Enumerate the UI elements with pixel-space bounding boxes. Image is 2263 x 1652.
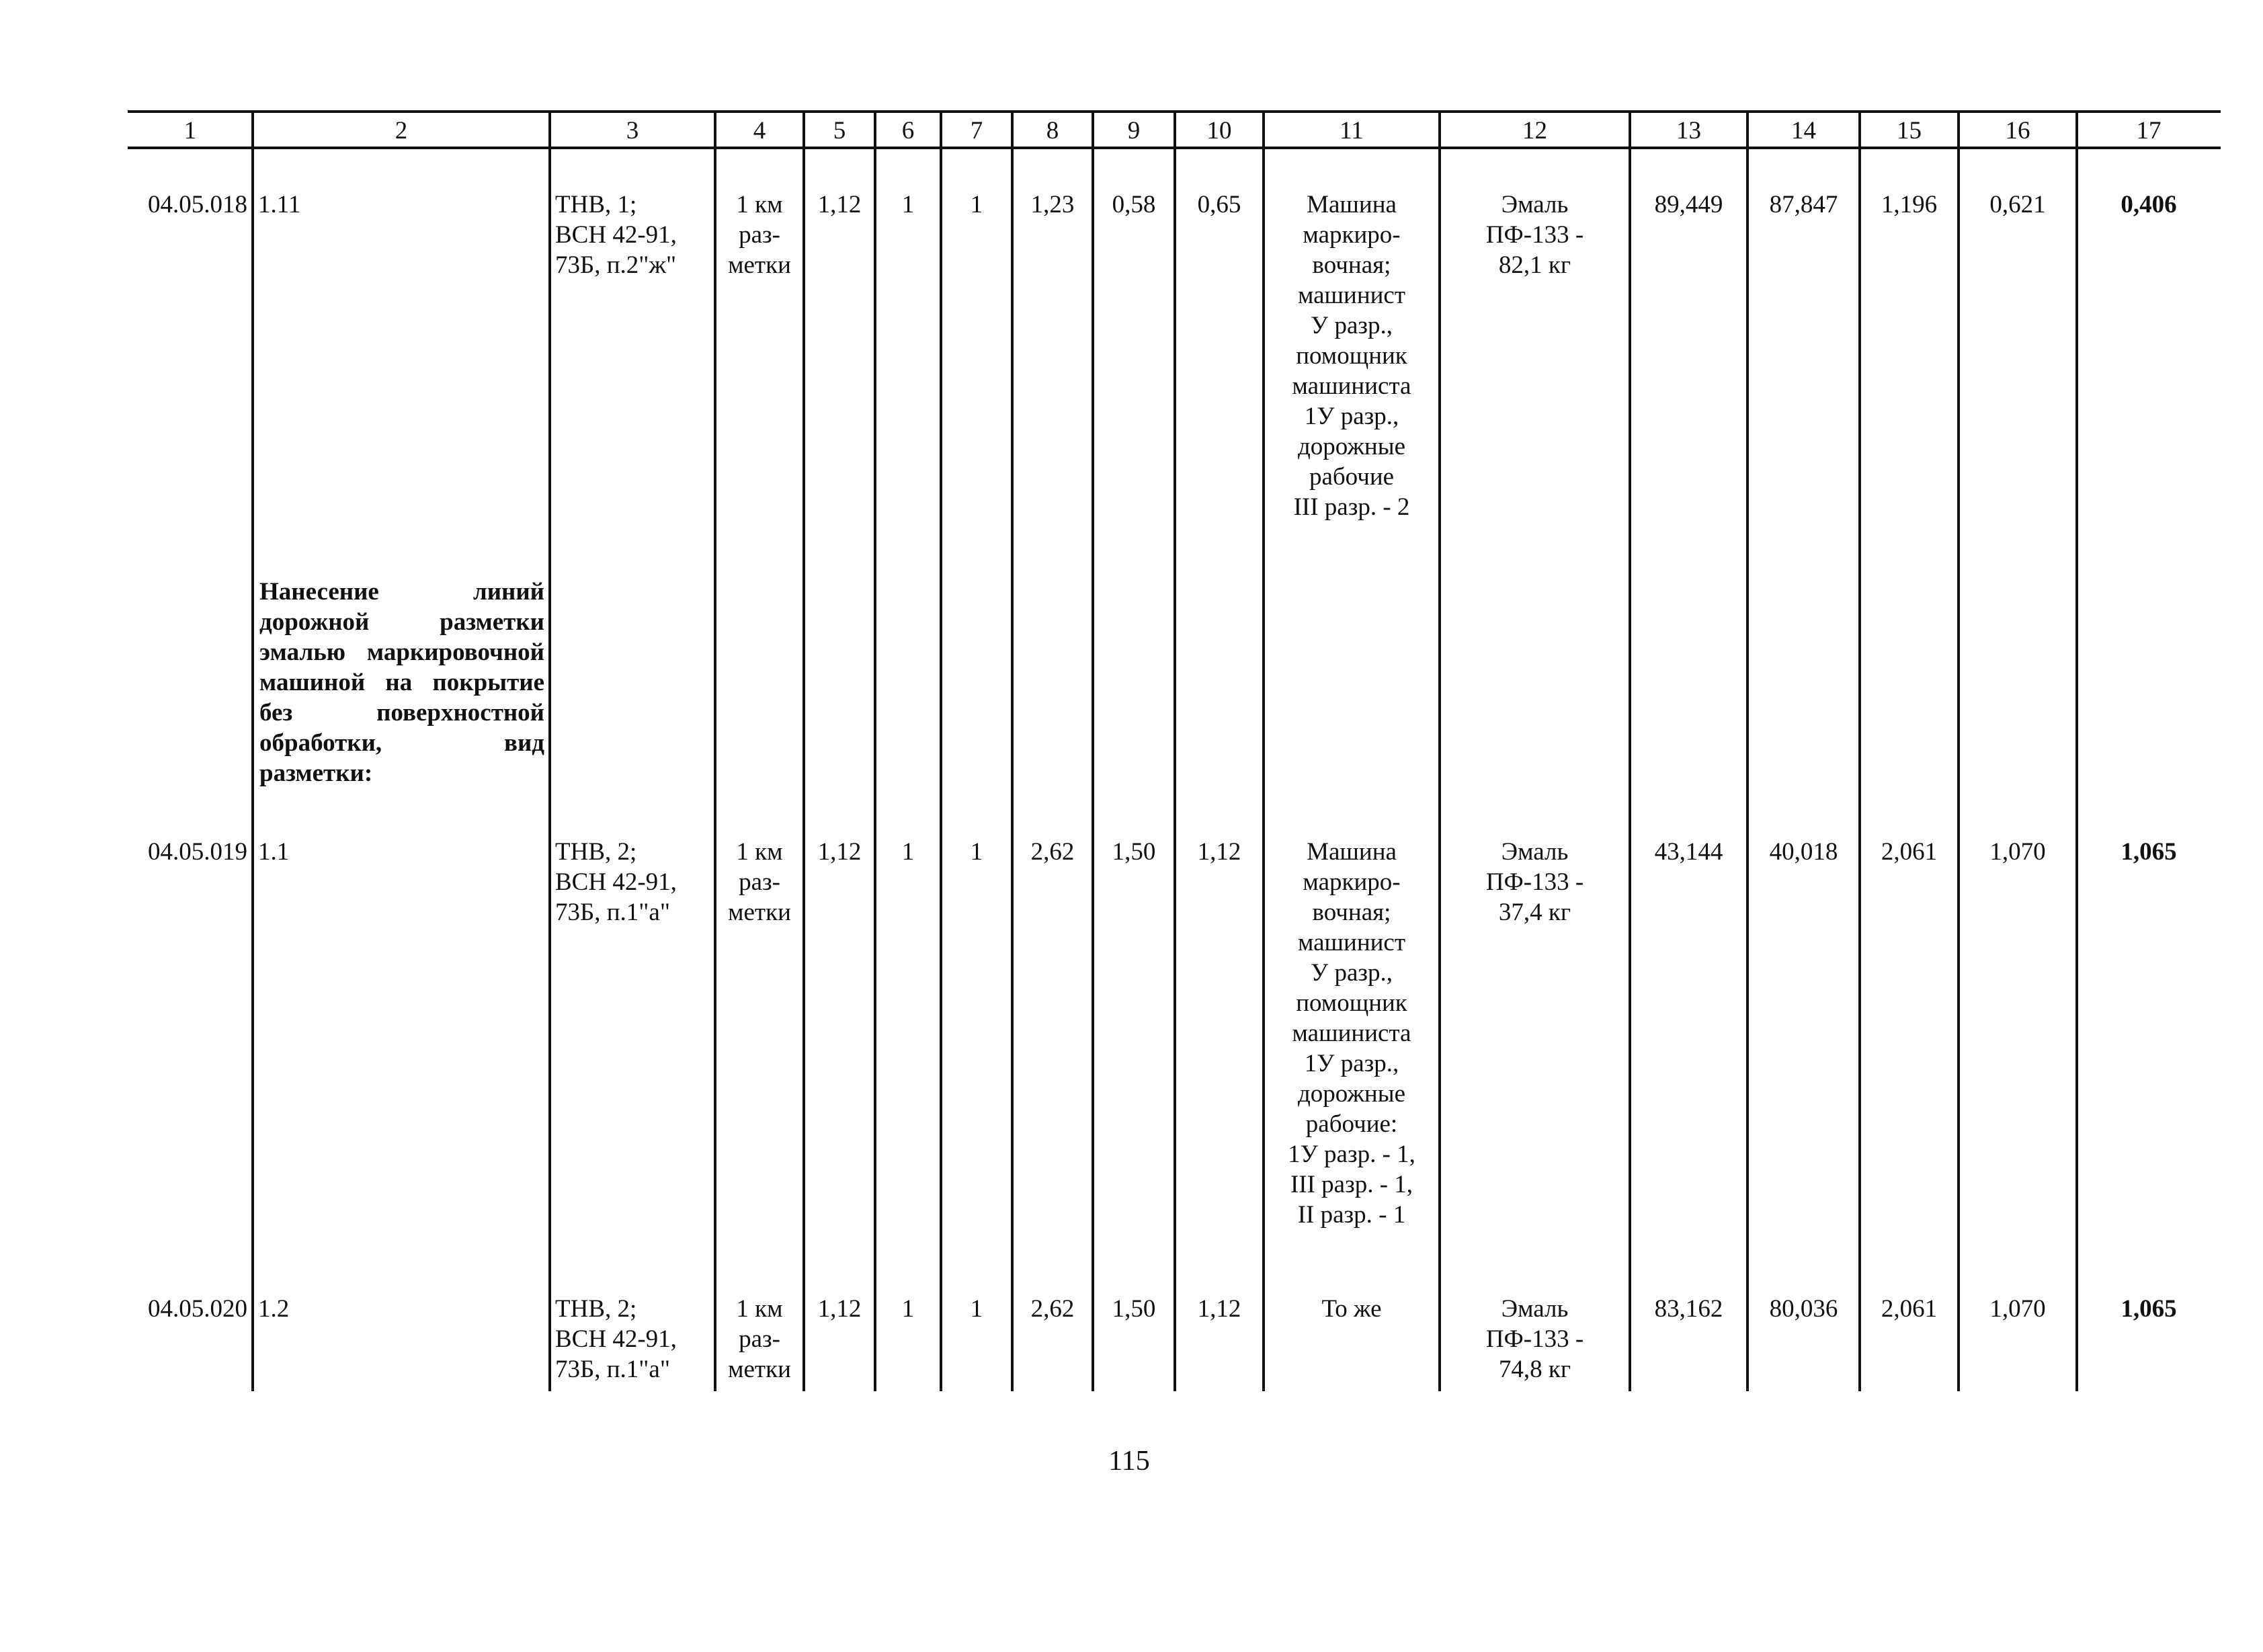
row-col5: 1,12 [817, 191, 862, 218]
row-item: 1.2 [258, 1295, 290, 1323]
column-divider [874, 110, 876, 1391]
column-divider [1092, 110, 1094, 1391]
column-header-13: 13 [1676, 117, 1701, 144]
row-col16: 1,070 [1989, 838, 2046, 866]
column-header-17: 17 [2136, 117, 2162, 144]
row-col8: 2,62 [1030, 1295, 1075, 1323]
row-col17: 0,406 [2121, 191, 2177, 218]
row-col14: 87,847 [1769, 191, 1838, 218]
row-col13: 89,449 [1654, 191, 1723, 218]
row-col14: 80,036 [1769, 1295, 1838, 1323]
row-col6: 1 [901, 191, 915, 218]
row-code: 04.05.020 [148, 1295, 247, 1323]
column-divider [1746, 110, 1749, 1391]
column-divider [2075, 110, 2078, 1391]
column-header-10: 10 [1206, 117, 1232, 144]
column-header-11: 11 [1340, 117, 1364, 144]
row-col14: 40,018 [1769, 838, 1838, 866]
column-divider [251, 110, 254, 1391]
row-source: ТНВ, 2; ВСН 42-91, 73Б, п.1"а" [555, 1295, 677, 1383]
row-col8: 2,62 [1030, 838, 1075, 866]
column-header-1: 1 [183, 117, 197, 144]
row-source: ТНВ, 2; ВСН 42-91, 73Б, п.1"а" [555, 838, 677, 926]
row-col8: 1,23 [1030, 191, 1075, 218]
column-header-3: 3 [626, 117, 639, 144]
row-col15: 2,061 [1881, 838, 1938, 866]
row-col6: 1 [901, 838, 915, 866]
row-col5: 1,12 [817, 838, 862, 866]
row-source: ТНВ, 1; ВСН 42-91, 73Б, п.2"ж" [555, 191, 677, 279]
column-divider [548, 110, 551, 1391]
row-materials: Эмаль ПФ-133 - 37,4 кг [1485, 838, 1584, 926]
row-col5: 1,12 [817, 1295, 862, 1323]
row-col7: 1 [970, 838, 983, 866]
row-resources: Машина маркиро- вочная; машинист У разр., помощник машиниста 1У разр., дорожные рабочие: 1У разр. - 1, III разр. - 1, II разр. - 1 [1288, 838, 1415, 1229]
row-col9: 1,50 [1112, 838, 1156, 866]
column-header-15: 15 [1897, 117, 1922, 144]
column-divider [1011, 110, 1014, 1391]
row-col7: 1 [970, 191, 983, 218]
row-code: 04.05.019 [148, 838, 247, 866]
row-col9: 1,50 [1112, 1295, 1156, 1323]
row-col9: 0,58 [1112, 191, 1156, 218]
column-divider [803, 110, 805, 1391]
column-divider [1858, 110, 1861, 1391]
row-col15: 1,196 [1881, 191, 1938, 218]
row-col10: 1,12 [1197, 1295, 1241, 1323]
row-col16: 0,621 [1989, 191, 2046, 218]
row-col13: 43,144 [1654, 838, 1723, 866]
column-header-8: 8 [1046, 117, 1059, 144]
row-code: 04.05.018 [148, 191, 247, 218]
row-col17: 1,065 [2121, 838, 2177, 866]
page-number: 115 [1108, 1446, 1150, 1477]
row-col7: 1 [970, 1295, 983, 1323]
column-header-9: 9 [1127, 117, 1141, 144]
group-description: Нанесение линий дорожной разметки эмалью маркировочной машиной на покрытие без поверхностной обработки, вид разметки: [259, 578, 544, 787]
column-header-16: 16 [2005, 117, 2030, 144]
row-col10: 0,65 [1197, 191, 1241, 218]
column-divider [1629, 110, 1631, 1391]
column-header-6: 6 [901, 117, 915, 144]
column-divider [714, 110, 716, 1391]
column-divider [940, 110, 942, 1391]
column-header-4: 4 [753, 117, 766, 144]
row-unit: 1 км раз- метки [728, 1295, 791, 1383]
column-header-2: 2 [395, 117, 408, 144]
column-header-7: 7 [970, 117, 983, 144]
column-divider [1957, 110, 1960, 1391]
row-item: 1.11 [258, 191, 301, 218]
row-materials: Эмаль ПФ-133 - 74,8 кг [1485, 1295, 1584, 1383]
row-item: 1.1 [258, 838, 290, 866]
column-header-5: 5 [833, 117, 846, 144]
row-col16: 1,070 [1989, 1295, 2046, 1323]
row-col10: 1,12 [1197, 838, 1241, 866]
row-unit: 1 км раз- метки [728, 838, 791, 926]
row-resources: То же [1321, 1295, 1382, 1323]
row-materials: Эмаль ПФ-133 - 82,1 кг [1485, 191, 1584, 279]
column-divider [1174, 110, 1176, 1391]
row-resources: Машина маркиро- вочная; машинист У разр., помощник машиниста 1У разр., дорожные рабочие III разр. - 2 [1292, 191, 1411, 521]
row-col13: 83,162 [1654, 1295, 1723, 1323]
column-header-14: 14 [1791, 117, 1816, 144]
row-unit: 1 км раз- метки [728, 191, 791, 279]
row-col17: 1,065 [2121, 1295, 2177, 1323]
column-header-12: 12 [1522, 117, 1547, 144]
row-col6: 1 [901, 1295, 915, 1323]
row-col15: 2,061 [1881, 1295, 1938, 1323]
